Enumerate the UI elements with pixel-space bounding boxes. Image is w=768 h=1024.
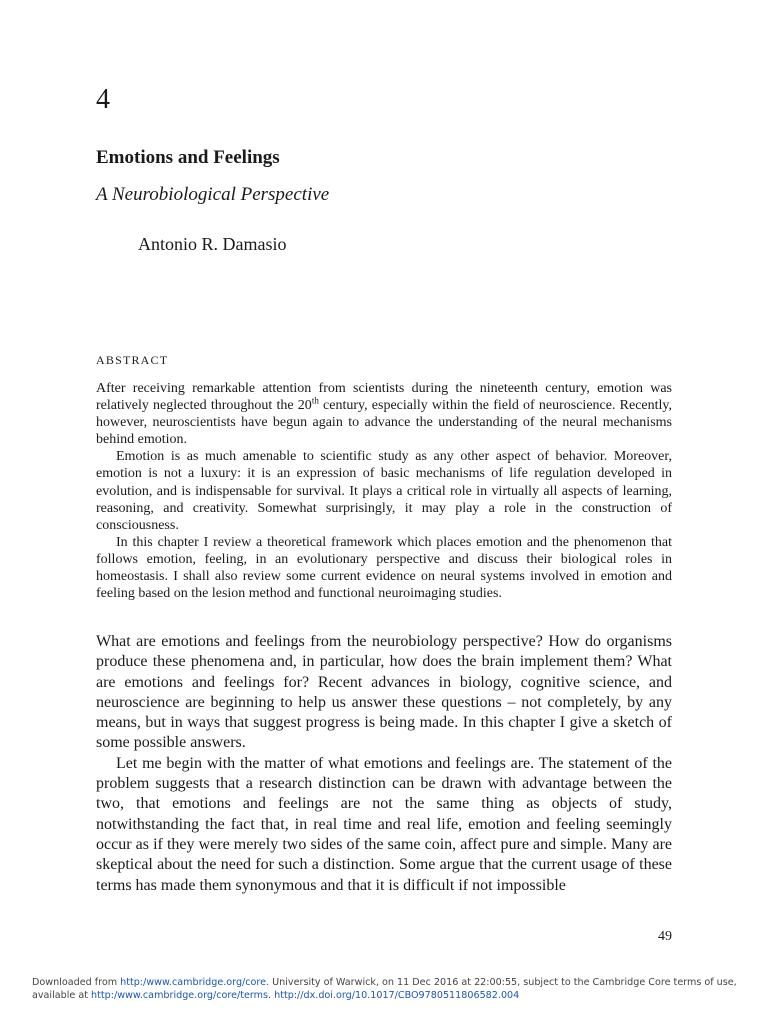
abstract-paragraph-3: In this chapter I review a theoretical framework which places emotion and the phenomenon that follows emotion, feeling, in an evolutionary perspective and discuss their biological roles in homeostasis. I shall also review some current evidence on neural systems involved in emotion and feeling based on the lesion method and functional neuroimaging studies. [96,534,672,602]
abstract-heading: ABSTRACT [96,353,169,367]
body-paragraph-2: Let me begin with the matter of what emotions and feelings are. The statement of the problem suggests that a research distinction can be drawn with advantage between the two, that emotions and feelings are not the same thing as objects of study, notwithstanding the fact that, in real time and real life, emotion and feeling seemingly occur as if they were merely two sides of the same coin, affect pure and simple. Many are skeptical about the need for such a distinction. Some argue that the current usage of these terms has made them synonymous and that it is difficult if not impossible [96,754,672,894]
footer-link-terms[interactable]: http:/www.cambridge.org/core/terms [91,990,269,1001]
footer-link-core[interactable]: http:/www.cambridge.org/core [120,977,267,988]
download-footer [32,976,762,1002]
chapter-title: Emotions and Feelings [96,147,280,168]
body-section [96,632,672,896]
abstract-p1-text-b: century, especially within the field of neuroscience. Recently, however, neuroscientists have begun again to advance the understanding of the neural mechanisms behind emotion. [96,398,673,448]
footer-text-1: Downloaded from [32,977,121,988]
superscript-th: th [311,395,319,406]
footer-text-2: . University of Warwick, on 11 Dec 2016 at 22:00:55, subject to the Cambridge Core terms of use, available at [32,977,737,1001]
author-name: Antonio R. Damasio [138,234,287,254]
abstract-paragraph-1 [96,380,672,448]
chapter-number: 4 [96,84,110,115]
footer-text-3: . [268,990,275,1001]
abstract-p1-text-a: After receiving remarkable attention from scientists during the nineteenth century, emotion was relatively neglected throughout the 20 [96,381,672,414]
footer-link-doi[interactable]: http://dx.doi.org/10.1017/CBO9780511806582.004 [274,990,520,1001]
chapter-subtitle: A Neurobiological Perspective [96,184,330,205]
abstract-paragraph-2: Emotion is as much amenable to scientific study as any other aspect of behavior. Moreover, emotion is not a luxury: it is an expression of basic mechanisms of life regulation developed in evolution, and is indispensable for survival. It plays a critical role in virtually all aspects of learning, reasoning, and creativity. Somewhat surprisingly, it may play a role in the construction of consciousness. [96,449,672,533]
page-number: 49 [658,929,672,944]
abstract-section [96,380,672,602]
body-paragraph-1: What are emotions and feelings from the neurobiology perspective? How do organisms produce these phenomena and, in particular, how does the brain implement them? What are emotions and feelings for? Recent advances in biology, cognitive science, and neuroscience are beginning to help us answer these questions – not completely, by any means, but in ways that suggest progress is being made. In this chapter I give a sketch of some possible answers. [96,633,672,752]
